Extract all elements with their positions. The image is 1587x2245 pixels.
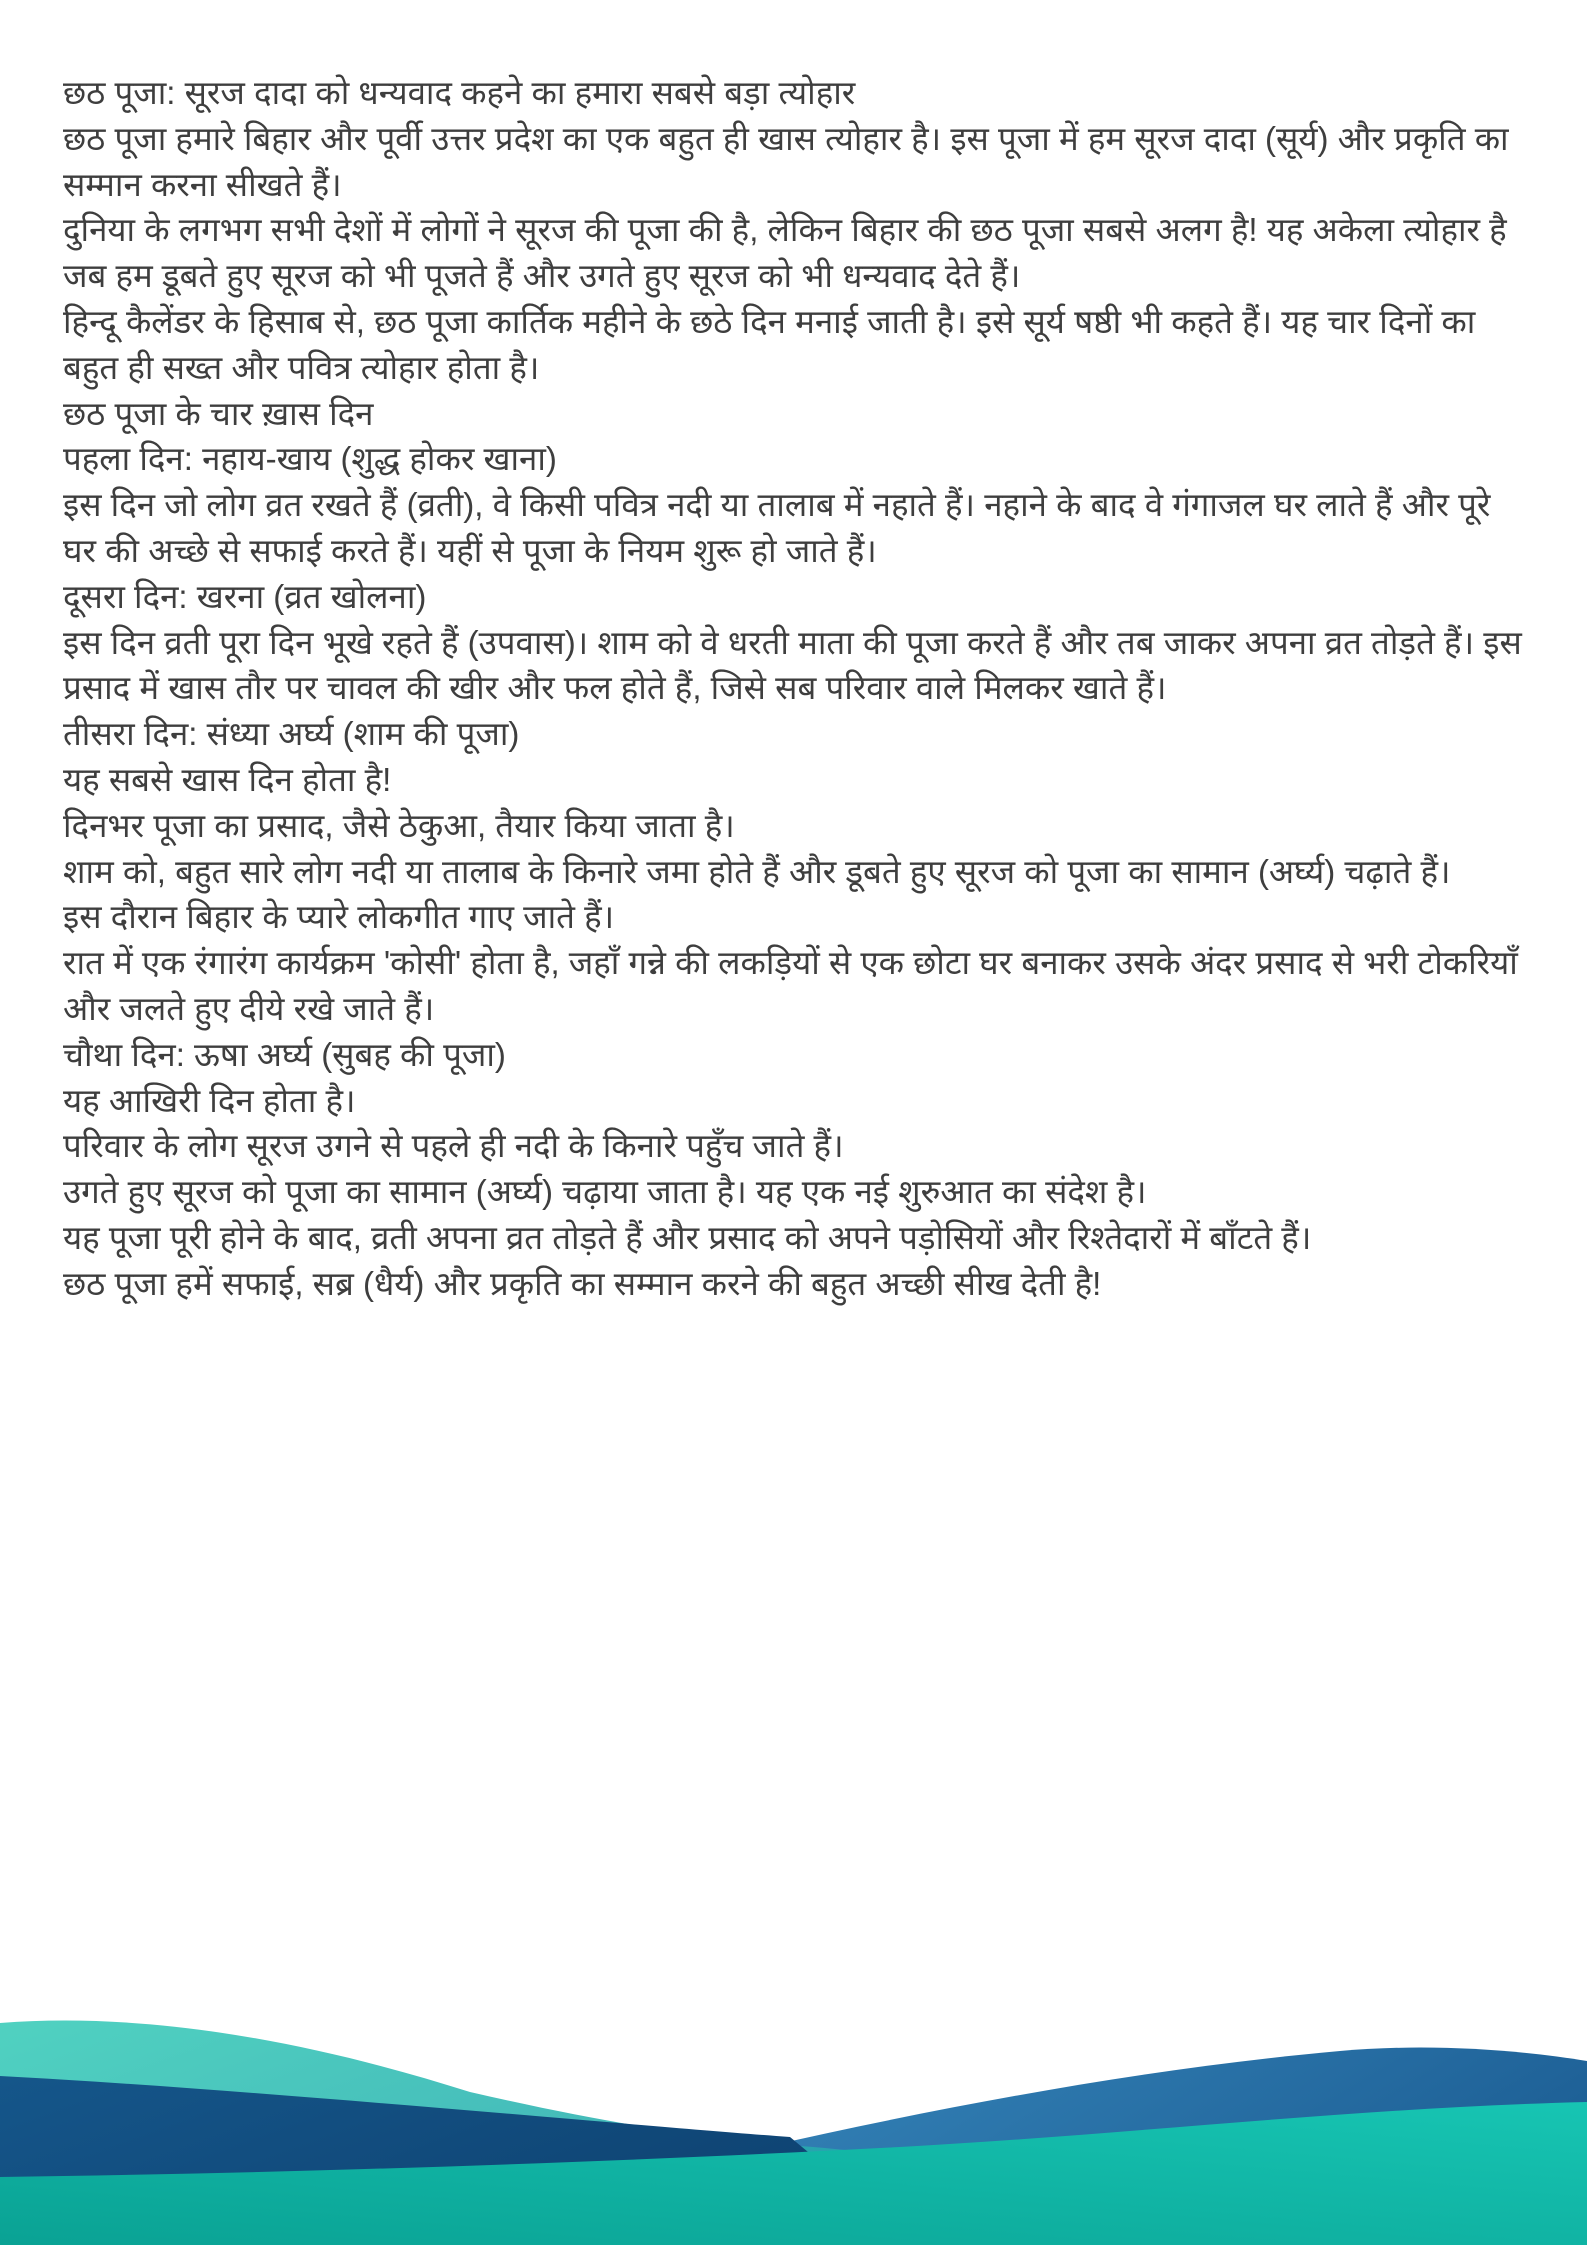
paragraph: परिवार के लोग सूरज उगने से पहले ही नदी के किनारे पहुँच जाते हैं। [63,1127,844,1165]
paragraph-intro: छठ पूजा हमारे बिहार और पूर्वी उत्तर प्रदेश का एक बहुत ही खास त्योहार है। इस पूजा में हम सूरज दादा (सूर्य) और प्रकृति का सम्मान करना सीखते हैं। [63,119,1509,203]
day1-heading: पहला दिन: नहाय-खाय (शुद्ध होकर खाना) [63,440,557,478]
day3-heading: तीसरा दिन: संध्या अर्घ्य (शाम की पूजा) [63,715,520,753]
paragraph: दिनभर पूजा का प्रसाद, जैसे ठेकुआ, तैयार किया जाता है। [63,806,735,844]
paragraph: इस दौरान बिहार के प्यारे लोकगीत गाए जाते हैं। [63,898,615,936]
day4-heading: चौथा दिन: ऊषा अर्घ्य (सुबह की पूजा) [63,1035,506,1073]
paragraph: दुनिया के लगभग सभी देशों में लोगों ने सूरज की पूजा की है, लेकिन बिहार की छठ पूजा सबसे अलग है! यह अकेला त्योहार है जब हम डूबते हुए सूरज को भी पूजते हैं और उगते हुए सूरज को भी धन्यवाद देते हैं। [63,211,1507,295]
section-heading-four-days: छठ पूजा के चार ख़ास दिन [63,394,374,432]
paragraph: रात में एक रंगारंग कार्यक्रम 'कोसी' होता है, जहाँ गन्ने की लकड़ियों से एक छोटा घर बनाकर उसके अंदर प्रसाद से भरी टोकरियाँ और जलते हुए दीये रखे जाते हैं। [63,944,1518,1027]
paragraph: हिन्दू कैलेंडर के हिसाब से, छठ पूजा कार्तिक महीने के छठे दिन मनाई जाती है। इसे सूर्य षष्ठी भी कहते हैं। यह चार दिनों का बहुत ही सख्त और पवित्र त्योहार होता है। [63,302,1476,386]
paragraph: यह सबसे खास दिन होता है! [63,760,392,798]
day2-heading: दूसरा दिन: खरना (व्रत खोलना) [63,577,427,615]
paragraph-conclusion: छठ पूजा हमें सफाई, सब्र (धैर्य) और प्रकृति का सम्मान करने की बहुत अच्छी सीख देती है! [63,1264,1102,1302]
paragraph: इस दिन व्रती पूरा दिन भूखे रहते हैं (उपवास)। शाम को वे धरती माता की पूजा करते हैं और तब जाकर अपना व्रत तोड़ते हैं। इस प्रसाद में खास तौर पर चावल की खीर और फल होते हैं, जिसे सब परिवार वाले मिलकर खाते हैं। [63,623,1522,707]
paragraph: यह आखिरी दिन होता है। [63,1081,356,1119]
document-title: छठ पूजा: सूरज दादा को धन्यवाद कहने का हमारा सबसे बड़ा त्योहार [63,74,856,111]
footer-wave-decoration [0,1900,1587,2245]
paragraph: उगते हुए सूरज को पूजा का सामान (अर्घ्य) चढ़ाया जाता है। यह एक नई शुरुआत का संदेश है। [63,1173,1147,1211]
paragraph: शाम को, बहुत सारे लोग नदी या तालाब के किनारे जमा होते हैं और डूबते हुए सूरज को पूजा का सामान (अर्घ्य) चढ़ाते हैं। [63,852,1451,890]
paragraph: इस दिन जो लोग व्रत रखते हैं (व्रती), वे किसी पवित्र नदी या तालाब में नहाते हैं। नहाने के बाद वे गंगाजल घर लाते हैं और पूरे घर की अच्छे से सफाई करते हैं। यहीं से पूजा के नियम शुरू हो जाते हैं। [63,486,1491,569]
paragraph: यह पूजा पूरी होने के बाद, व्रती अपना व्रत तोड़ते हैं और प्रसाद को अपने पड़ोसियों और रिश्तेदारों में बाँटते हैं। [63,1218,1312,1256]
document-body [63,70,1529,1307]
